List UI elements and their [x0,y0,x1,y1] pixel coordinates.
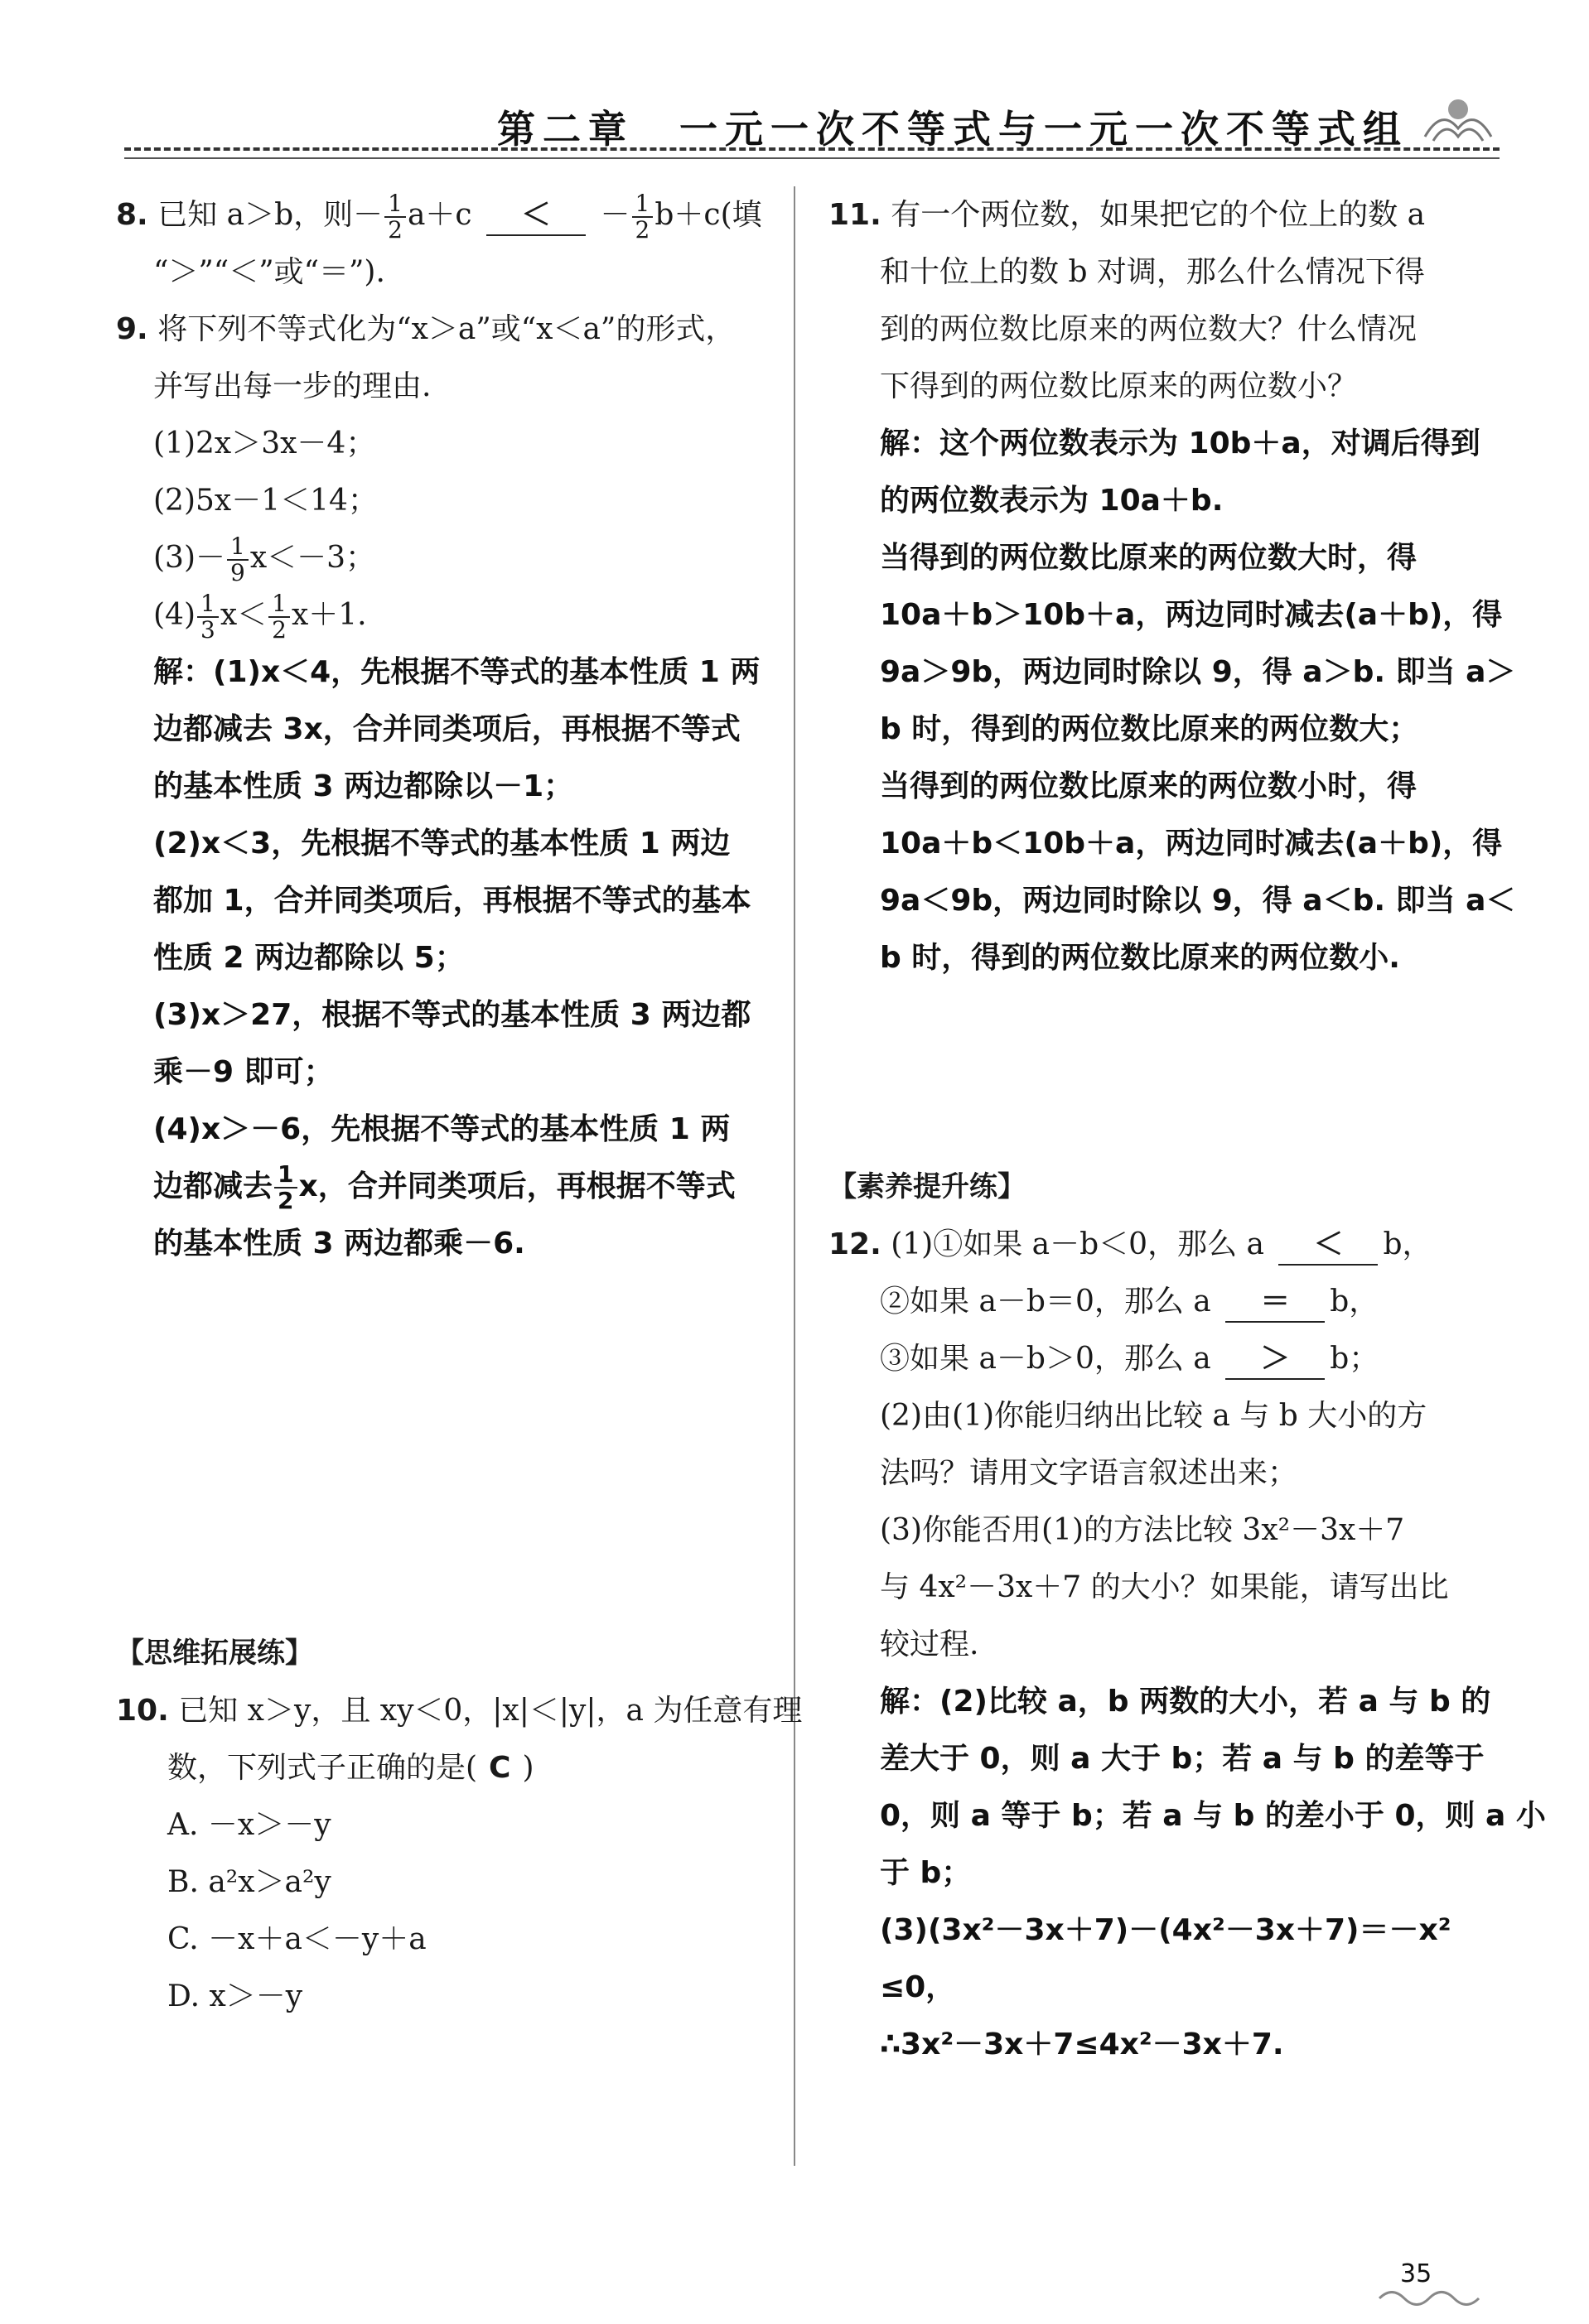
question-8-line-1 [116,186,779,243]
option-c: C. －x＋a＜－y＋a [167,1922,427,1956]
question-text: a＋c [407,198,472,232]
part-text: x＜ [220,598,268,632]
question-text: ③如果 a－b＞0，那么 a [880,1342,1211,1376]
question-text: ) [522,1751,534,1785]
fraction-numerator: 1 [632,191,654,218]
question-text: b＋c(填 [654,198,762,232]
fraction [632,191,654,243]
part-text: x＜－3； [249,541,376,575]
fraction-numerator: 1 [197,591,219,618]
fraction [384,191,406,243]
answer-blank: ＞ [1225,1340,1325,1380]
left-column [116,186,803,2025]
fraction [197,591,219,643]
solution-line: 10a＋b＜10b＋a，两边同时减去(a＋b)，得 [880,827,1503,861]
solution-line: (2)x＜3，先根据不等式的基本性质 1 两边 [153,827,731,861]
solution-line: 0，则 a 等于 b；若 a 与 b 的差小于 0，则 a 小 [880,1799,1546,1833]
question-9-part-2: (2)5x－1＜14； [153,484,378,518]
question-number: 10. [116,1694,169,1728]
solution-line: 解：(1)x＜4，先根据不等式的基本性质 1 两 [153,655,761,689]
question-9-part-4 [116,586,779,644]
solution-line: 边都减去 3x，合并同类项后，再根据不等式 [153,712,741,746]
section-heading-thinking: 【思维拓展练】 [116,1637,313,1670]
solution-line: 当得到的两位数比原来的两位数大时，得 [880,541,1418,575]
answer-blank: ＜ [1278,1226,1378,1266]
part-text: (3)－ [153,541,225,575]
solution-line [116,1158,779,1215]
question-12-line: 法吗？请用文字语言叙述出来； [880,1456,1298,1490]
option-a: A. －x＞－y [167,1808,331,1842]
answer-choice: C [489,1751,511,1785]
solution-line: 的基本性质 3 两边都除以－1； [153,769,574,803]
solution-line: 的基本性质 3 两边都乘－6. [153,1227,525,1261]
option-d: D. x＞－y [167,1979,303,2013]
question-text: b， [1330,1285,1379,1319]
solution-line: b 时，得到的两位数比原来的两位数大； [880,712,1419,746]
question-12-line-2 [828,1273,1491,1330]
fraction [274,1162,297,1213]
solution-text: 边都减去 [153,1169,273,1203]
option-b: B. a²x＞a²y [167,1865,331,1899]
question-9-line-1 [116,301,779,358]
solution-text: x，合并同类项后，再根据不等式 [298,1169,736,1203]
question-text: ②如果 a－b＝0，那么 a [880,1285,1211,1319]
blank-space [828,986,1491,1159]
solution-line: b 时，得到的两位数比原来的两位数小. [880,941,1400,975]
solution-line: 解：这个两位数表示为 10b＋a，对调后得到 [880,427,1480,460]
question-12-line-3 [828,1330,1491,1387]
question-11-line: 到的两位数比原来的两位数大？什么情况 [880,312,1418,346]
fraction-denominator: 2 [635,216,650,243]
question-9-part-1: (1)2x＞3x－4； [153,427,376,460]
question-text: 已知 x＞y，且 xy＜0，|x|＜|y|，a 为任意有理 [178,1694,803,1728]
question-number: 11. [828,198,881,232]
solution-line: ∴3x²－3x＋7≤4x²－3x＋7. [880,2027,1284,2061]
fraction-numerator: 1 [268,591,290,618]
answer-blank: ＜ [486,196,586,236]
chapter-title: 第二章 一元一次不等式与一元一次不等式组 [497,107,1408,152]
solution-line: 的两位数表示为 10a＋b. [880,484,1224,518]
solution-line: 性质 2 两边都除以 5； [153,941,465,975]
solution-line: 都加 1，合并同类项后，再根据不等式的基本 [153,884,751,918]
column-divider [794,186,795,2166]
fraction-denominator: 2 [272,616,287,644]
section-heading-literacy: 【素养提升练】 [828,1170,1026,1203]
solution-line: 差大于 0，则 a 大于 b；若 a 与 b 的差等于 [880,1742,1485,1776]
page-header [124,91,1500,157]
question-11-line-1 [828,186,1491,243]
question-text: b， [1383,1227,1432,1261]
question-8-line-2: “＞”“＜”或“＝”). [153,255,385,289]
solution-line: 9a＞9b，两边同时除以 9，得 a＞b. 即当 a＞ [880,655,1516,689]
solution-line: 解：(2)比较 a，b 两数的大小，若 a 与 b 的 [880,1685,1491,1719]
solution-line: 乘－9 即可； [153,1055,334,1089]
solution-line: (4)x＞－6，先根据不等式的基本性质 1 两 [153,1112,731,1146]
question-number: 8. [116,198,148,232]
right-column [828,186,1546,2073]
fraction-denominator: 3 [200,616,215,644]
question-10-line-2 [116,1739,779,1796]
solution-line: 于 b； [880,1856,972,1890]
question-12-line-1 [828,1216,1491,1273]
header-rule [124,157,1500,159]
question-text: (1)①如果 a－b＜0，那么 a [891,1227,1264,1261]
page-number: 35 [1400,2259,1432,2288]
answer-blank: ＝ [1225,1283,1325,1323]
fraction [227,534,249,586]
question-text: 已知 a＞b，则－ [157,198,384,232]
question-number: 12. [828,1227,881,1261]
question-12-line: (3)你能否用(1)的方法比较 3x²－3x＋7 [880,1513,1405,1547]
fraction-denominator: 9 [230,559,245,586]
header-dashed-rule [124,147,1500,151]
question-9-line-2: 并写出每一步的理由. [153,369,432,403]
fraction-denominator: 2 [388,216,403,243]
solution-line: 当得到的两位数比原来的两位数小时，得 [880,769,1418,803]
header-ornament-icon [1417,91,1500,149]
fraction-numerator: 1 [274,1162,297,1189]
part-text: x＋1. [291,598,367,632]
question-11-line: 和十位上的数 b 对调，那么什么情况下得 [880,255,1425,289]
question-text: 有一个两位数，如果把它的个位上的数 a [891,198,1426,232]
question-12-line: (2)由(1)你能归纳出比较 a 与 b 大小的方 [880,1399,1427,1433]
question-number: 9. [116,312,148,346]
solution-line: ≤0， [880,1970,956,2004]
question-11-line: 下得到的两位数比原来的两位数小？ [880,369,1358,403]
question-9-part-3 [116,529,779,586]
question-text: b； [1330,1342,1379,1376]
fraction-numerator: 1 [227,534,249,561]
part-text: (4) [153,598,196,632]
question-10-line-1 [116,1682,803,1739]
fraction-numerator: 1 [384,191,406,218]
question-12-line: 与 4x²－3x＋7 的大小？如果能，请写出比 [880,1570,1449,1604]
footer-ornament-icon [1375,2286,1483,2311]
blank-space [116,1272,779,1625]
solution-line: 10a＋b＞10b＋a，两边同时减去(a＋b)，得 [880,598,1503,632]
question-text: － [600,198,630,232]
solution-line: (3)x＞27，根据不等式的基本性质 3 两边都 [153,998,751,1032]
fraction [268,591,290,643]
solution-line: (3)(3x²－3x＋7)－(4x²－3x＋7)＝－x² [880,1913,1451,1947]
question-text: 数，下列式子正确的是( [167,1751,478,1785]
question-text: 将下列不等式化为“x＞a”或“x＜a”的形式， [157,312,736,346]
fraction-denominator: 2 [278,1187,294,1214]
solution-line: 9a＜9b，两边同时除以 9，得 a＜b. 即当 a＜ [880,884,1516,918]
question-12-line: 较过程. [880,1627,979,1661]
